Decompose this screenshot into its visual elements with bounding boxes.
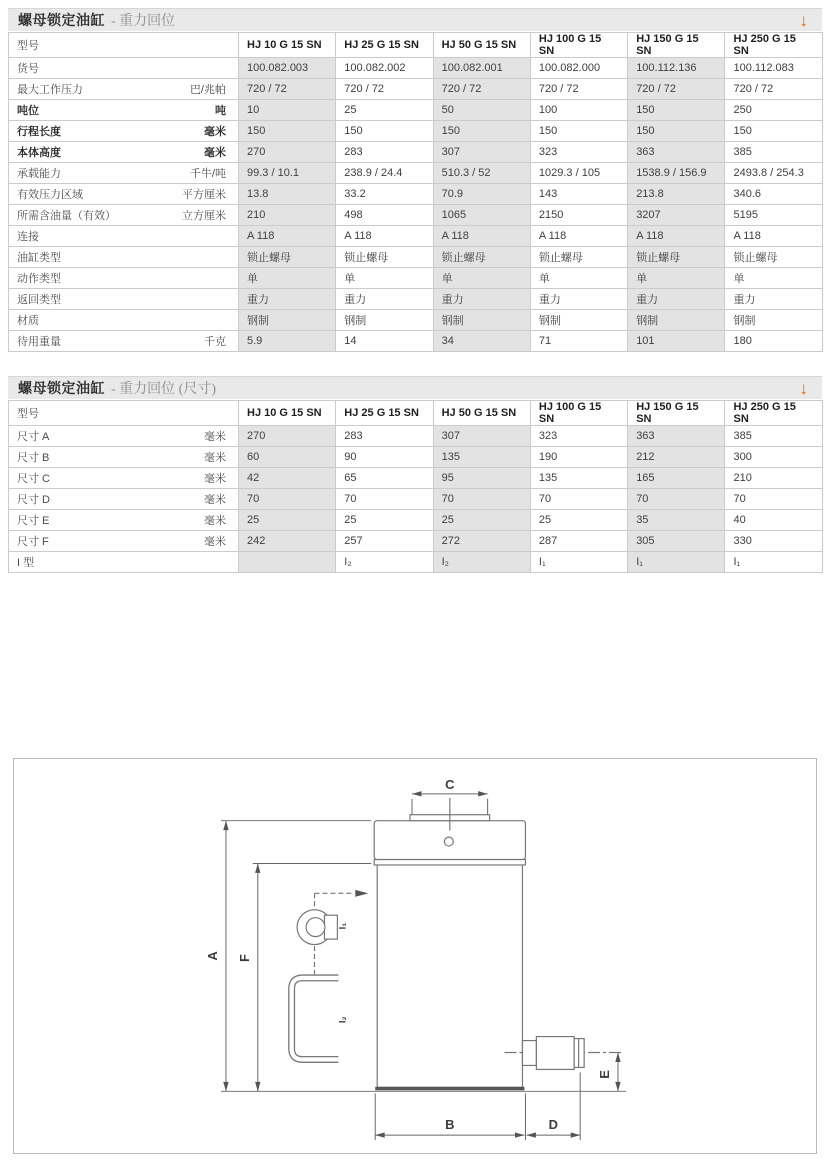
spec-row — [9, 331, 823, 352]
row-label-cell — [9, 289, 239, 310]
value-cell: 300 — [725, 447, 822, 468]
value-cell: 重力 — [433, 289, 530, 310]
spec-row — [9, 489, 823, 510]
label-f: F — [236, 954, 252, 962]
model-header-cell: HJ 250 G 15 SN — [725, 33, 822, 58]
row-label-cell — [9, 205, 239, 226]
section-title-bar — [8, 376, 822, 399]
label-e: E — [597, 1070, 613, 1079]
section-subtitle: - 重力回位 — [111, 14, 176, 29]
value-cell: 720 / 72 — [725, 79, 822, 100]
value-cell: 70 — [239, 489, 336, 510]
value-cell: A 118 — [725, 226, 822, 247]
value-cell: 150 — [239, 121, 336, 142]
value-cell: 5.9 — [239, 331, 336, 352]
spec-row — [9, 289, 823, 310]
value-cell: 257 — [336, 531, 433, 552]
row-label: 油缸类型 — [17, 252, 61, 264]
value-cell: 720 / 72 — [239, 79, 336, 100]
value-cell: 14 — [336, 331, 433, 352]
value-cell: 340.6 — [725, 184, 822, 205]
spec-row — [9, 531, 823, 552]
row-unit: 千牛/吨 — [189, 168, 226, 180]
value-cell: 305 — [628, 531, 725, 552]
value-cell: 50 — [433, 100, 530, 121]
model-header-cell: HJ 150 G 15 SN — [628, 33, 725, 58]
coupler-nipple — [522, 1041, 536, 1066]
row-label: 待用重量 — [17, 336, 61, 348]
value-cell: 13.8 — [239, 184, 336, 205]
section-title: 螺母锁定油缸 — [18, 380, 105, 396]
row-label-cell — [9, 426, 239, 447]
dimension-table-section — [8, 376, 822, 573]
value-cell: 385 — [725, 142, 822, 163]
value-cell: 25 — [433, 510, 530, 531]
row-unit: 毫米 — [204, 536, 226, 548]
value-cell: 锁止螺母 — [725, 247, 822, 268]
value-cell: 单 — [530, 268, 627, 289]
value-cell: A 118 — [628, 226, 725, 247]
value-cell: 重力 — [239, 289, 336, 310]
spec-row — [9, 468, 823, 489]
value-cell: 165 — [628, 468, 725, 489]
value-cell: 283 — [336, 142, 433, 163]
value-cell: 钢制 — [433, 310, 530, 331]
model-header-cell: HJ 100 G 15 SN — [530, 401, 627, 426]
value-cell: 5195 — [725, 205, 822, 226]
value-cell: 70 — [433, 489, 530, 510]
model-header-cell: HJ 250 G 15 SN — [725, 401, 822, 426]
model-header-cell: HJ 10 G 15 SN — [239, 33, 336, 58]
value-cell: A 118 — [336, 226, 433, 247]
value-cell: 25 — [239, 510, 336, 531]
value-cell: 720 / 72 — [530, 79, 627, 100]
lifting-eye-hole — [306, 918, 325, 937]
value-cell: 锁止螺母 — [239, 247, 336, 268]
row-label: 本体高度 — [17, 147, 61, 159]
value-cell: 720 / 72 — [336, 79, 433, 100]
value-cell: 100.082.001 — [433, 58, 530, 79]
spec-row — [9, 447, 823, 468]
row-unit: 毫米 — [204, 126, 226, 138]
value-cell: 锁止螺母 — [628, 247, 725, 268]
value-cell: 100.082.002 — [336, 58, 433, 79]
label-a: A — [205, 951, 221, 961]
value-cell: 150 — [628, 100, 725, 121]
value-cell: 2150 — [530, 205, 627, 226]
row-label-cell — [9, 121, 239, 142]
model-header-cell: HJ 50 G 15 SN — [433, 401, 530, 426]
spec-row — [9, 310, 823, 331]
spec-row — [9, 268, 823, 289]
value-cell: 270 — [239, 426, 336, 447]
model-header-cell: HJ 25 G 15 SN — [336, 401, 433, 426]
value-cell: 363 — [628, 426, 725, 447]
spec-row — [9, 100, 823, 121]
value-cell: 99.3 / 10.1 — [239, 163, 336, 184]
row-label: 承载能力 — [17, 168, 61, 180]
cylinder-diagram-svg — [14, 759, 816, 1153]
value-cell: 720 / 72 — [433, 79, 530, 100]
row-unit: 毫米 — [204, 452, 226, 464]
header-row — [9, 33, 823, 58]
base-plate — [375, 1087, 524, 1090]
value-cell: 锁止螺母 — [530, 247, 627, 268]
value-cell: 重力 — [530, 289, 627, 310]
label-b: B — [445, 1117, 455, 1133]
value-cell: 重力 — [336, 289, 433, 310]
row-label-cell — [9, 310, 239, 331]
value-cell: I₂ — [336, 552, 433, 573]
row-label: 尺寸 F — [17, 536, 49, 548]
value-cell: 283 — [336, 426, 433, 447]
row-label-cell — [9, 142, 239, 163]
value-cell: 720 / 72 — [628, 79, 725, 100]
row-label: 有效压力区域 — [17, 189, 83, 201]
header-row — [9, 401, 823, 426]
row-unit: 毫米 — [204, 431, 226, 443]
lifting-eye-boss — [324, 915, 337, 939]
row-label: 所需含油量（有效） — [17, 210, 116, 222]
value-cell: 180 — [725, 331, 822, 352]
value-cell: 10 — [239, 100, 336, 121]
row-unit: 巴/兆帕 — [189, 84, 226, 96]
row-label: 尺寸 D — [17, 494, 50, 506]
value-cell: I₂ — [433, 552, 530, 573]
value-cell: 钢制 — [725, 310, 822, 331]
value-cell: 135 — [433, 447, 530, 468]
value-cell: 重力 — [725, 289, 822, 310]
spec-row — [9, 552, 823, 573]
value-cell: 3207 — [628, 205, 725, 226]
value-cell: 单 — [725, 268, 822, 289]
value-cell: 锁止螺母 — [433, 247, 530, 268]
label-i2: I₂ — [337, 1016, 349, 1024]
value-cell: 1029.3 / 105 — [530, 163, 627, 184]
value-cell: 2493.8 / 254.3 — [725, 163, 822, 184]
value-cell: 330 — [725, 531, 822, 552]
cylinder-barrel — [377, 864, 522, 1087]
row-unit: 毫米 — [204, 515, 226, 527]
value-cell: 100.082.003 — [239, 58, 336, 79]
row-label-cell — [9, 510, 239, 531]
value-cell: 1538.9 / 156.9 — [628, 163, 725, 184]
value-cell: 150 — [628, 121, 725, 142]
value-cell: 363 — [628, 142, 725, 163]
value-cell: 190 — [530, 447, 627, 468]
row-label: I 型 — [17, 557, 35, 569]
value-cell: 单 — [336, 268, 433, 289]
spec-row — [9, 510, 823, 531]
value-cell: 323 — [530, 426, 627, 447]
model-header-cell: HJ 25 G 15 SN — [336, 33, 433, 58]
value-cell: 307 — [433, 142, 530, 163]
value-cell: 25 — [336, 510, 433, 531]
value-cell: 90 — [336, 447, 433, 468]
spec-row — [9, 426, 823, 447]
coupler-body — [536, 1037, 574, 1070]
model-column-label: 型号 — [9, 401, 239, 426]
row-unit: 平方厘米 — [182, 189, 226, 201]
value-cell: 锁止螺母 — [336, 247, 433, 268]
value-cell: 510.3 / 52 — [433, 163, 530, 184]
row-label: 连接 — [17, 231, 39, 243]
value-cell: 95 — [433, 468, 530, 489]
section-title-bar — [8, 8, 822, 31]
row-label: 动作类型 — [17, 273, 61, 285]
value-cell: 210 — [725, 468, 822, 489]
value-cell: 35 — [628, 510, 725, 531]
row-label-cell — [9, 552, 239, 573]
row-label-cell — [9, 468, 239, 489]
value-cell: 1065 — [433, 205, 530, 226]
row-unit: 千克 — [204, 336, 226, 348]
value-cell: 33.2 — [336, 184, 433, 205]
eye-pointer-arrow-icon — [355, 890, 368, 897]
spec-row — [9, 79, 823, 100]
value-cell: 钢制 — [239, 310, 336, 331]
row-label: 行程长度 — [17, 126, 61, 138]
row-label-cell — [9, 531, 239, 552]
row-unit: 毫米 — [204, 147, 226, 159]
spec-row — [9, 247, 823, 268]
value-cell: 100.112.083 — [725, 58, 822, 79]
spec-row — [9, 142, 823, 163]
value-cell: A 118 — [433, 226, 530, 247]
row-label: 尺寸 A — [17, 431, 50, 443]
value-cell: 150 — [530, 121, 627, 142]
label-c: C — [445, 776, 455, 792]
value-cell: 210 — [239, 205, 336, 226]
value-cell: I₁ — [725, 552, 822, 573]
value-cell: 250 — [725, 100, 822, 121]
model-header-cell: HJ 150 G 15 SN — [628, 401, 725, 426]
dimension-table — [8, 400, 823, 573]
download-arrow-icon: ↓ — [799, 10, 808, 30]
value-cell: 单 — [433, 268, 530, 289]
spec-row — [9, 226, 823, 247]
row-label-cell — [9, 58, 239, 79]
row-label: 尺寸 C — [17, 473, 50, 485]
value-cell: 307 — [433, 426, 530, 447]
row-label: 最大工作压力 — [17, 84, 83, 96]
value-cell: 钢制 — [628, 310, 725, 331]
value-cell: 272 — [433, 531, 530, 552]
row-label-cell — [9, 100, 239, 121]
row-label: 尺寸 E — [17, 515, 50, 527]
row-label-cell — [9, 184, 239, 205]
value-cell: 70 — [725, 489, 822, 510]
value-cell: 135 — [530, 468, 627, 489]
value-cell: 498 — [336, 205, 433, 226]
value-cell: 34 — [433, 331, 530, 352]
value-cell: 42 — [239, 468, 336, 489]
value-cell: 150 — [725, 121, 822, 142]
value-cell: 143 — [530, 184, 627, 205]
value-cell: 100 — [530, 100, 627, 121]
row-label: 吨位 — [17, 105, 39, 117]
value-cell: 242 — [239, 531, 336, 552]
carry-handle-inner — [292, 978, 339, 1060]
value-cell: 25 — [530, 510, 627, 531]
spec-row — [9, 163, 823, 184]
section-title: 螺母锁定油缸 — [18, 12, 105, 28]
row-unit: 立方厘米 — [182, 210, 226, 222]
value-cell: 323 — [530, 142, 627, 163]
cap-hole — [444, 837, 453, 846]
value-cell: 65 — [336, 468, 433, 489]
value-cell: 单 — [239, 268, 336, 289]
spec-table — [8, 32, 823, 352]
model-header-cell: HJ 50 G 15 SN — [433, 33, 530, 58]
value-cell: 100.112.136 — [628, 58, 725, 79]
value-cell: 385 — [725, 426, 822, 447]
value-cell: I₁ — [628, 552, 725, 573]
row-label-cell — [9, 331, 239, 352]
value-cell: 238.9 / 24.4 — [336, 163, 433, 184]
spec-row — [9, 205, 823, 226]
diagram-panel — [13, 758, 817, 1154]
row-label-cell — [9, 268, 239, 289]
value-cell: 100.082.000 — [530, 58, 627, 79]
model-header-cell: HJ 100 G 15 SN — [530, 33, 627, 58]
row-label: 材质 — [17, 315, 39, 327]
model-column-label: 型号 — [9, 33, 239, 58]
row-label-cell — [9, 247, 239, 268]
label-i1: I₁ — [337, 922, 349, 930]
row-unit: 吨 — [215, 105, 226, 117]
value-cell: 70 — [530, 489, 627, 510]
model-header-cell: HJ 10 G 15 SN — [239, 401, 336, 426]
value-cell: A 118 — [239, 226, 336, 247]
value-cell: 40 — [725, 510, 822, 531]
spec-table-section — [8, 8, 822, 352]
label-d: D — [548, 1117, 558, 1133]
value-cell: 150 — [336, 121, 433, 142]
download-arrow-icon: ↓ — [799, 378, 808, 398]
value-cell — [239, 552, 336, 573]
value-cell: 70 — [336, 489, 433, 510]
row-label-cell — [9, 163, 239, 184]
value-cell: 70 — [628, 489, 725, 510]
value-cell: I₁ — [530, 552, 627, 573]
row-label: 尺寸 B — [17, 452, 50, 464]
row-label: 返回类型 — [17, 294, 61, 306]
row-label: 货号 — [17, 63, 39, 75]
value-cell: 钢制 — [530, 310, 627, 331]
value-cell: 287 — [530, 531, 627, 552]
value-cell: 钢制 — [336, 310, 433, 331]
value-cell: 71 — [530, 331, 627, 352]
spec-row — [9, 184, 823, 205]
value-cell: 单 — [628, 268, 725, 289]
value-cell: 重力 — [628, 289, 725, 310]
value-cell: 25 — [336, 100, 433, 121]
row-label-cell — [9, 489, 239, 510]
value-cell: 212 — [628, 447, 725, 468]
section-subtitle: - 重力回位 (尺寸) — [111, 382, 216, 397]
value-cell: 270 — [239, 142, 336, 163]
spec-row — [9, 58, 823, 79]
value-cell: 60 — [239, 447, 336, 468]
row-label-cell — [9, 226, 239, 247]
value-cell: A 118 — [530, 226, 627, 247]
value-cell: 101 — [628, 331, 725, 352]
carry-handle — [292, 978, 339, 1060]
row-unit: 毫米 — [204, 473, 226, 485]
row-label-cell — [9, 79, 239, 100]
spec-row — [9, 121, 823, 142]
cylinder-collar — [374, 859, 525, 864]
value-cell: 150 — [433, 121, 530, 142]
row-unit: 毫米 — [204, 494, 226, 506]
value-cell: 213.8 — [628, 184, 725, 205]
row-label-cell — [9, 447, 239, 468]
value-cell: 70.9 — [433, 184, 530, 205]
